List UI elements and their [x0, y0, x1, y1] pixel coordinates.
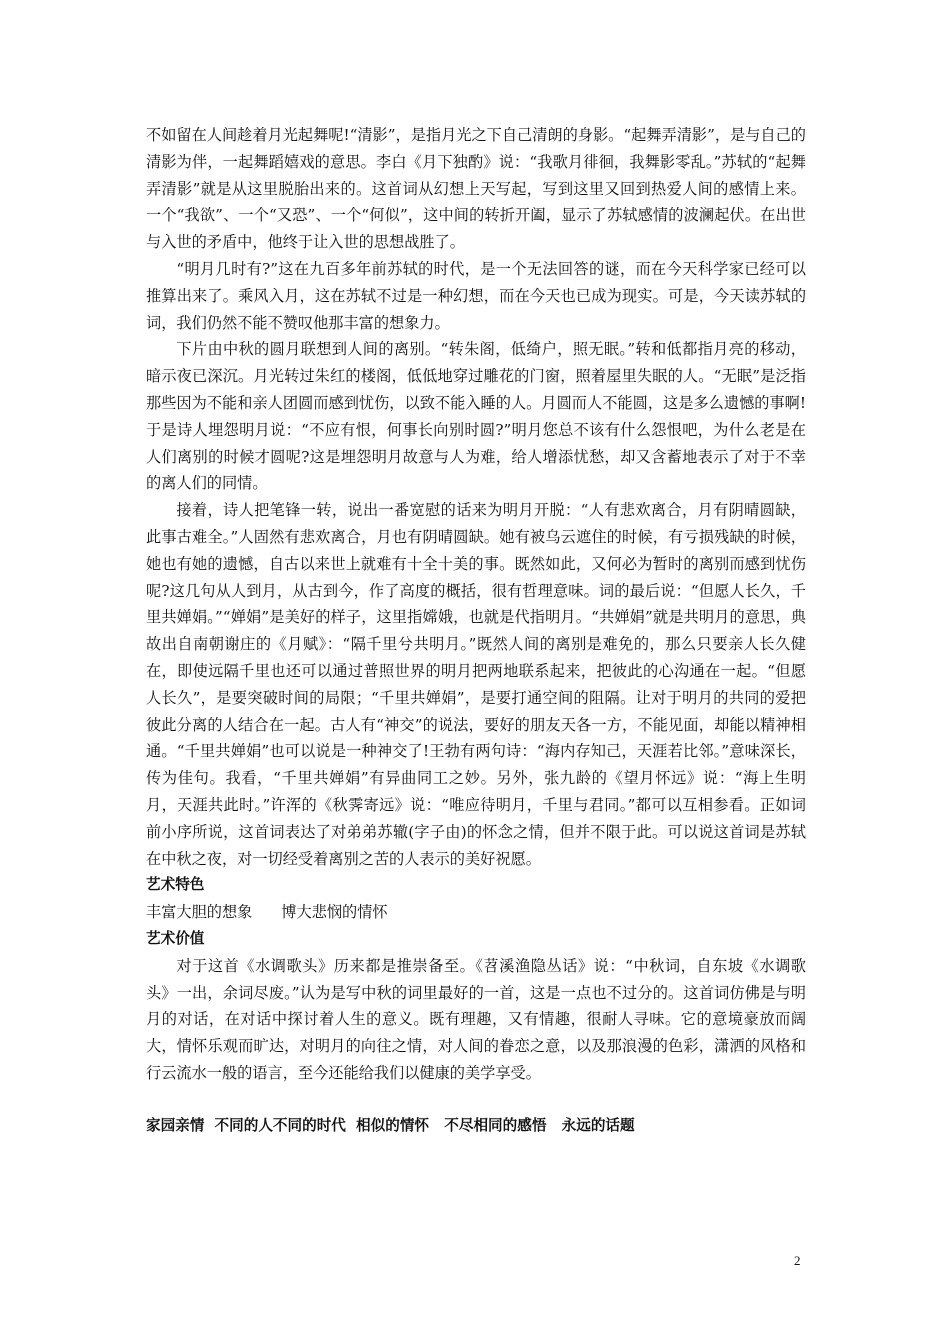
section-heading-art-value: 艺术价值 [146, 929, 205, 947]
body-paragraph-4: 接着，诗人把笔锋一转，说出一番宽慰的话来为明月开脱：“人有悲欢离合，月有阴晴圆缺，此事古难全。”人固然有悲欢离合，月也有阴晴圆缺。她有被乌云遮住的时候，有亏损残缺的时候，她也有她的遗憾，自古以来世上就难有十全十美的事。既然如此，又何必为暂时的离别而感到忧伤呢?这几句从人到月，从古到今，作了高度的概括，很有哲理意味。词的最后说：“但愿人长久，千里共婵娟。”“婵娟”是美好的样子，这里指嫦娥，也就是代指明月。“共婵娟”就是共明月的意思，典故出自南朝谢庄的《月赋》：“隔千里兮共明月。”既然人间的离别是难免的，那么只要亲人长久健在，即使远隔千里也还可以通过普照世界的明月把两地联系起来，把彼此的心沟通在一起。“但愿人长久”，是要突破时间的局限；“千里共婵娟”，是要打通空间的阻隔。让对于明月的共同的爱把彼此分离的人结合在一起。古人有“神交”的说法，要好的朋友天各一方，不能见面，却能以精神相通。“千里共婵娟”也可以说是一种神交了!王勃有两句诗：“海内存知己，天涯若比邻。”意味深长，传为佳句。我看，“千里共婵娟”有异曲同工之妙。另外，张九龄的《望月怀远》说：“海上生明月，天涯共此时。”许浑的《秋霁寄远》说：“唯应待明月，千里与君同。”都可以互相参看。正如词前小序所说，这首词表达了对弟弟苏辙(字子由)的怀念之情，但并不限于此。可以说这首词是苏轼在中秋之夜，对一切经受着离别之苦的人表示的美好祝愿。 [146, 501, 806, 868]
body-paragraph-2: “明月几时有?”这在九百多年前苏轼的时代，是一个无法回答的谜，而在今天科学家已经可以推算出来了。乘风入月，这在苏轼不过是一种幻想，而在今天也已成为现实。可是，今天读苏轼的词，我们仍然不能不赞叹他那丰富的想象力。 [146, 259, 806, 332]
body-paragraph-3: 下片由中秋的圆月联想到人间的离别。“转朱阁，低绮户，照无眠。”转和低都指月亮的移动，暗示夜已深沉。月光转过朱红的楼阁，低低地穿过雕花的门窗，照着屋里失眠的人。“无眠”是泛指那些因为不能和亲人团圆而感到忧伤，以致不能入睡的人。月圆而人不能圆，这是多么遗憾的事啊!于是诗人埋怨明月说：“不应有恨，何事长向别时圆?”明月您总不该有什么怨恨吧，为什么老是在人们离别的时候才圆呢?这是埋怨明月故意与人为难，给人增添忧愁，却又含蓄地表示了对于不幸的离人们的同情。 [146, 340, 806, 493]
closing-theme-line: 家园亲情 不同的人不同的时代 相似的情怀 不尽相同的感悟 永远的话题 [146, 1116, 635, 1134]
document-page [146, 122, 806, 1139]
body-paragraph-1: 不如留在人间趁着月光起舞呢!“清影”，是指月光之下自己清朗的身影。“起舞弄清影”，是与自己的清影为伴，一起舞蹈嬉戏的意思。李白《月下独酌》说：“我歌月徘徊，我舞影零乱。”苏轼的“起舞弄清影”就是从这里脱胎出来的。这首词从幻想上天写起，写到这里又回到热爱人间的感情上来。一个“我欲”、一个“又恐”、一个“何似”，这中间的转折开阖，显示了苏轼感情的波澜起伏。在出世与入世的矛盾中，他终于让入世的思想战胜了。 [146, 126, 806, 252]
art-value-paragraph: 对于这首《水调歌头》历来都是推崇备至。《苕溪渔隐丛话》说：“中秋词，自东坡《水调歌头》一出，余词尽废。”认为是写中秋的词里最好的一首，这是一点也不过分的。这首词仿佛是与明月的对话，在对话中探讨着人生的意义。既有理趣，又有情趣，很耐人寻味。它的意境豪放而阔大，情怀乐观而旷达，对明月的向往之情，对人间的眷恋之意，以及那浪漫的色彩，潇洒的风格和行云流水一般的语言，至今还能给我们以健康的美学享受。 [146, 956, 806, 1082]
section-heading-art-features: 艺术特色 [146, 876, 205, 894]
page-number: 2 [794, 1253, 801, 1268]
art-features-line: 丰富大胆的想象 博大悲悯的情怀 [146, 903, 388, 922]
